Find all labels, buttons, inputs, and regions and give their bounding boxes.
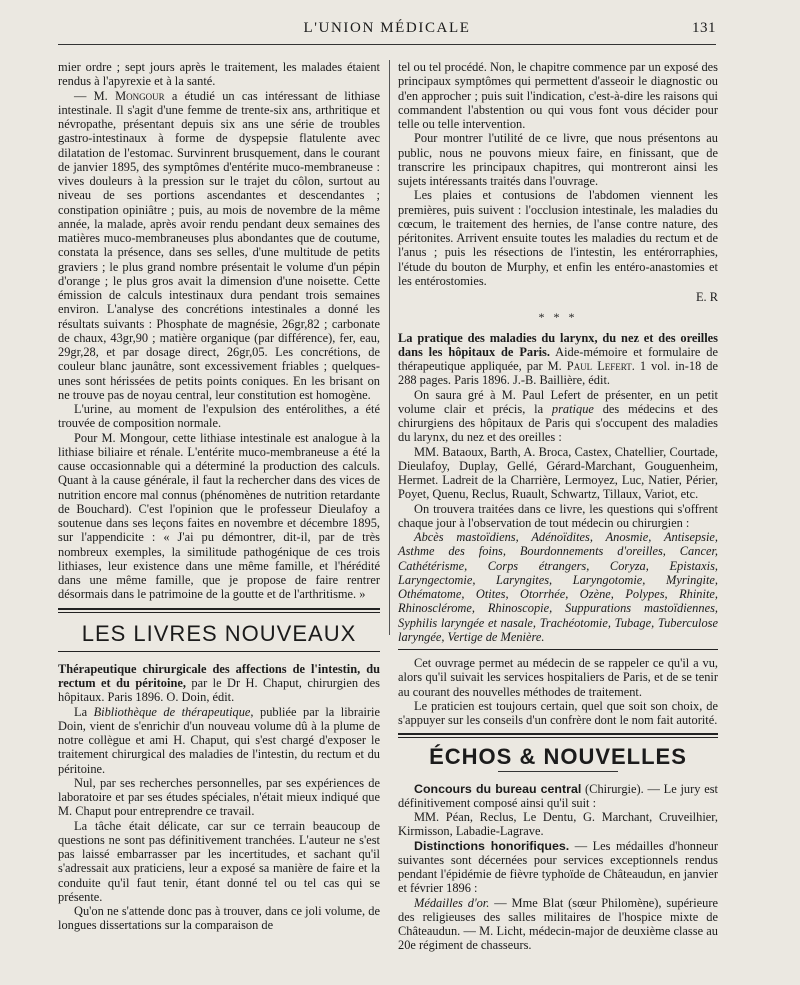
text-run: — Les médailles d'honneur suivantes sont décernées pour services exceptionnels rendus pendant l'épidémie de fièvre typhoïde de Châteaudun, en janvier et février 1896 : [398,838,718,896]
text-run: , publiée par la librairie Doin, vient de s'enrichir d'un nouveau volume dû à la plume de notre collègue et ami H. Chaput, qui s'est chargé d'exposer le traitement chirurgical des maladies de l'intestin, du rectum et du péritoine. [58,704,380,776]
author-name: Paul Lefert [566,359,632,373]
paragraph: tel ou tel procédé. Non, le chapitre commence par un exposé des principaux symptômes qui permettent d'asseoir le diagnostic ou d'en approcher ; puis suit l'indication, c'est-à-dire les raisons qui commandent l'abstention ou qui vous font vous décider pour telle ou telle intervention. [398,60,718,131]
paragraph: L'urine, au moment de l'expulsion des entérolithes, a été trouvée de composition normale. [58,402,380,431]
paragraph-mongour [58,89,380,403]
paragraph: Pour M. Mongour, cette lithiase intestinale est analogue à la lithiase biliaire et rénale. L'entérite muco-membraneuse a été la cause occasionnable qui a déterminé la production des calculs. Quant à la cause générale, il faut la rechercher dans des vices de nutrition encore mal connus (phénomènes de nutrition retardante de Bouchard). C'est l'opinion que le professeur Dieulafoy a soutenue dans ses leçons faites en novembre et décembre 1895, sur l'appendicite : « J'ai pu démontrer, dit-il, par de très nombreux exemples, la similitude pathogénique de ces trois lithiases, leur existence dans une même famille, et l'hérédité dans une même famille, que je propose de faire rentrer désormais dans le patrimoine de la goutte et de l'arthritisme. » [58,430,380,602]
section-rule [58,608,380,613]
paragraph: Le praticien est toujours certain, quel que soit son choix, de s'appuyer sur les conseils d'un confrère dont le nom fait autorité. [398,698,718,727]
text-run: a étudié un cas intéressant de lithiase intestinale. Il s'agit d'une femme de trente-six ans, arthritique et névropathe, présentant depuis six ans une série de troubles gastro-intestinaux à forme de dyspepsie flatulente avec dilatation de l'estomac. Survinrent brusquement, dans le courant de janvier 1895, des symptômes d'entérite muco-membraneuse : vives douleurs à la pression sur le trajet du côlon, surtout au niveau de ses portions ascendantes et descendantes ; constipation opiniâtre ; puis, au mois de novembre de la même année, la malade, après avoir rendu pendant deux semaines des matières muco-membraneuses plus abondantes que de coutume, constata la présence, dans ses selles, d'une multitude de petits graviers ; le plus grand nombre présentait le volume d'un pépin d'orange ; le plus gros avait la dimension d'une noisette. Cette émission de calculs intestinaux dura pendant trois semaines environ. L'analyse des concrétions intestinales a donné les résultats suivants : Phosphate de magnésie, 26gr,82 ; carbonate de chaux, 43gr,90 ; matière organique (par différence), fer, eau, 29gr,28, et par dosage direct, 26gr,05. Les concrétions, de couleur blanc jaunâtre, sont excessivement friables ; quelques-unes sont hérissées de petits points coniques. En les brisant on ne trouve pas de noyau central, leur constitution est homogène. [58,88,380,402]
book-title-entry [398,331,718,388]
book-title: La pratique des maladies du larynx, du nez et des oreilles dans les hôpitaux de Paris. [398,330,718,359]
section-underline [498,771,618,772]
paragraph: Pour montrer l'utilité de ce livre, que nous présentons au public, nous ne pouvons mieux faire, en finissant, que de transcrire les principaux chapitres, qui montreront ainsi les sujets intéressants traités dans l'ouvrage. [398,131,718,188]
text-run: — Mme Blat (sœur Philomène), supérieure des religieuses des salles militaires de l'hospice mixte de Châteaudun. — M. Licht, médecin-major de deuxième classe au 20e régiment de chasseurs. [398,895,719,953]
text-run: — M. [74,88,116,103]
running-header [58,20,716,42]
echo-heading: Concours du bureau central [414,781,582,796]
italic-text: Bibliothèque de thérapeutique [93,704,251,719]
paragraph [398,388,718,445]
header-rule [58,44,716,45]
paragraph: Qu'on ne s'attende donc pas à trouver, dans ce joli volume, de longues dissertations sur la comparaison de [58,904,380,933]
paragraph: On trouvera traitées dans ce livre, les questions qui s'offrent chaque jour à l'observation de tout médecin ou chirurgien : [398,501,718,530]
book-title: Thérapeutique chirurgicale des affections de l'intestin, du rectum et du péritoine, [58,661,380,690]
topics-list: Abcès mastoïdiens, Adénoïdites, Anosmie, Antisepsie, Asthme des foins, Bourdonnements d'oreilles, Cancer, Cathétérisme, Corps étrangers, Coryza, Epistaxis, Laryngectomie, Laryngites, Laryngotomie, Myringite, Othématome, Otites, Otorrhée, Ozène, Polypes, Rhinite, Rhinosclérome, Rhinoscopie, Suppurations mastoïdiennes, Syphilis laryngée et nasale, Trachéotomie, Tubage, Tuberculose laryngée, Vertige de Menière. [398,530,718,644]
author-name: Mongour [115,88,165,103]
section-underline [58,651,380,652]
section-title: ÉCHOS & NOUVELLES [429,744,687,770]
echo-item [398,782,718,811]
signature: E. R [695,290,718,304]
text-run: La [74,704,94,719]
italic-text: pratique [551,401,594,416]
paragraph [58,705,380,776]
text-run: des médecins et des chirurgiens des hôpitaux de Paris qui s'occupent des maladies du larynx, du nez et des oreilles : [398,401,718,445]
text-run: On saura gré à M. Paul Lefert de présenter, en un petit volume clair et précis, la [398,387,718,416]
section-title: LES LIVRES NOUVEAUX [81,620,357,646]
paragraph-names: MM. Bataoux, Barth, A. Broca, Castex, Chatellier, Courtade, Dieulafoy, Duplay, Gellé, Gérard-Marchant, Gouguenheim, Hermet. Ladreit de la Charrière, Lermoyez, Luc, Natier, Périer, Poyet, Quenu, Reclus, Ruault, Schwartz, Tillaux, Variot, etc. [398,444,718,502]
text-run: (Chirurgie). — Le jury est définitivement composé ainsi qu'il suit : [398,781,718,810]
paragraph: MM. Péan, Reclus, Le Dentu, G. Marchant, Cruveilhier, Kirmisson, Labadie-Lagrave. [398,810,718,839]
column-divider [389,60,390,635]
paragraph [398,896,718,953]
paragraph: Nul, par ses recherches personnelles, par ses expériences de laboratoire et par ses études spéciales, n'était mieux indiqué que M. Chaput pour entreprendre ce travail. [58,775,380,819]
paragraph: La tâche était délicate, car sur ce terrain beaucoup de questions ne sont pas définitivement tranchées. L'auteur ne s'est pas laissé embarrasser par les incertitudes, et sachant qu'il s'adressait aux praticiens, leur a exposé sa manière de faire et la conduite qu'il faut tenir, étant donné tel ou tel cas qui se présente. [58,818,380,904]
paragraph: mier ordre ; sept jours après le traitement, les malades étaient rendus à l'apyrexie et à la santé. [58,60,380,89]
echo-item [398,839,718,896]
book-meta: par le Dr H. Chaput, chirurgien des hôpitaux. Paris 1896. O. Doin, édit. [58,676,381,705]
paragraph: Les plaies et contusions de l'abdomen viennent les premières, puis suivent : l'occlusion intestinale, les maladies du cœcum, le traitement des hernies, de l'anse contre nature, des péritonites. Arrivent ensuite toutes les maladies du rectum et de l'anus ; puis les résections de l'intestin, les entérorraphies, l'étude du bouton de Murphy, et enfin les entéro-anastomies et les entérostomies. [398,188,718,288]
journal-title: L'UNION MÉDICALE [303,20,471,36]
right-column [398,60,718,953]
page-number: 131 [692,20,716,36]
separator-stars: * * * [538,310,578,325]
paragraph-rule [398,649,718,650]
book-meta: . 1 vol. in-18 de 288 pages. Paris 1896. J.-B. Baillière, édit. [398,359,719,388]
italic-text: Médailles d'or. [414,895,490,910]
book-meta: Aide-mémoire et formulaire de thérapeutique appliquée, par M. [398,344,718,373]
book-title-entry [58,662,380,705]
left-column [58,60,380,933]
section-rule [398,733,718,738]
echo-heading: Distinctions honorifiques. [414,838,570,853]
paragraph: Cet ouvrage permet au médecin de se rappeler ce qu'il a vu, alors qu'il suivait les services hospitaliers de Paris, et de se tenir au courant des nouvelles méthodes de traitement. [398,656,718,699]
